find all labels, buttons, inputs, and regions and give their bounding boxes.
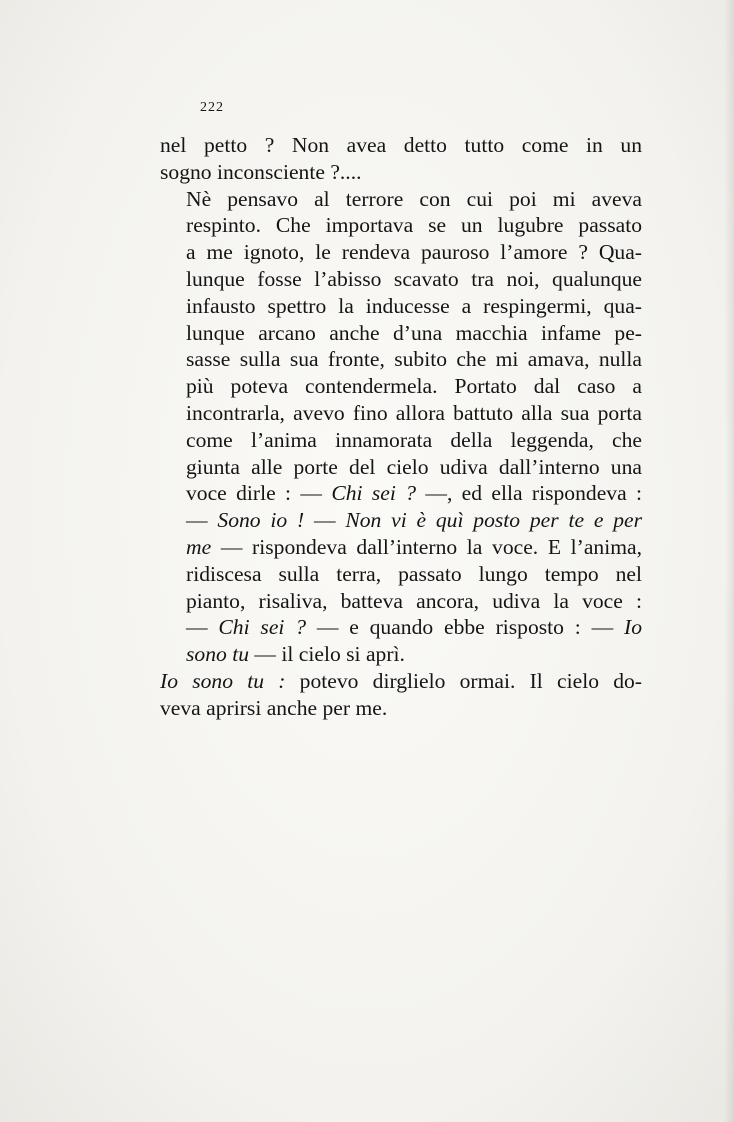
- paragraph-1: [160, 132, 642, 186]
- text-segment: Nè pensavo al terrore con cui poi mi aveva: [186, 186, 642, 211]
- italic-text: Non vi è quì posto per te e per: [345, 508, 642, 533]
- text-line: [160, 320, 642, 347]
- text-line: [160, 293, 642, 320]
- italic-text: Chi sei ?: [218, 615, 307, 640]
- text-segment: lunque fosse l’abisso scavato tra noi, qualunque: [186, 266, 642, 291]
- text-segment: respinto. Che importava se un lugubre passato: [186, 213, 642, 238]
- text-segment: sasse sulla sua fronte, subito che mi amava, nulla: [186, 347, 642, 372]
- page-number: 222: [200, 100, 224, 115]
- paragraph-2: [160, 186, 642, 668]
- text-line: [160, 132, 642, 159]
- text-line: [160, 534, 642, 561]
- text-line: [160, 427, 642, 454]
- text-line: [160, 641, 642, 668]
- text-segment: giunta alle porte del cielo udiva dall’interno una: [186, 454, 642, 479]
- text-segment: —: [186, 508, 218, 533]
- text-segment: potevo dirglielo ormai. Il cielo do-: [285, 668, 642, 693]
- text-segment: —: [304, 508, 346, 533]
- text-segment: —: [186, 615, 219, 640]
- text-segment: — e quando ebbe risposto : —: [306, 615, 624, 640]
- text-segment: — rispondeva dall’interno la voce. E l’anima,: [211, 534, 642, 559]
- text-segment: — il cielo si aprì.: [249, 642, 405, 667]
- italic-text: Sono io !: [217, 508, 305, 533]
- text-segment: incontrarla, avevo fino allora battuto alla sua porta: [186, 400, 642, 425]
- italic-text: Io: [624, 615, 642, 640]
- text-segment: veva aprirsi anche per me.: [160, 695, 388, 720]
- text-line: [160, 454, 642, 481]
- text-segment: come l’anima innamorata della leggenda, che: [186, 427, 642, 452]
- italic-text: Io sono tu :: [160, 668, 286, 693]
- text-line: [160, 239, 642, 266]
- text-line: [160, 695, 642, 722]
- text-segment: a me ignoto, le rendeva pauroso l’amore ? Qua-: [186, 240, 642, 265]
- text-line: [160, 266, 642, 293]
- text-line: [160, 186, 642, 213]
- page-edge-shadow: [724, 0, 734, 1122]
- text-segment: più poteva contendermela. Portato dal caso a: [186, 374, 642, 399]
- text-segment: nel petto ? Non avea detto tutto come in un: [160, 133, 642, 157]
- text-segment: sogno inconsciente ?....: [160, 159, 362, 184]
- text-line: [160, 668, 642, 695]
- text-segment: —, ed ella rispondeva :: [416, 481, 643, 506]
- text-line: [160, 346, 642, 373]
- text-segment: lunque arcano anche d’una macchia infame pe-: [186, 320, 642, 345]
- text-segment: voce dirle : —: [186, 481, 332, 506]
- body-text: [160, 132, 642, 722]
- text-line: [160, 159, 642, 186]
- text-segment: pianto, risaliva, batteva ancora, udiva la voce :: [186, 588, 642, 613]
- italic-text: sono tu: [186, 642, 249, 667]
- text-line: [160, 480, 642, 507]
- text-line: [160, 614, 642, 641]
- text-segment: ridiscesa sulla terra, passato lungo tempo nel: [186, 561, 642, 586]
- paragraph-3: [160, 668, 642, 722]
- text-line: [160, 373, 642, 400]
- text-line: [160, 212, 642, 239]
- italic-text: Chi sei ?: [331, 481, 416, 506]
- text-line: [160, 561, 642, 588]
- text-segment: infausto spettro la inducesse a respingermi, qua-: [186, 293, 642, 318]
- text-line: [160, 400, 642, 427]
- text-line: [160, 588, 642, 615]
- italic-text: me: [186, 534, 212, 559]
- text-line: [160, 507, 642, 534]
